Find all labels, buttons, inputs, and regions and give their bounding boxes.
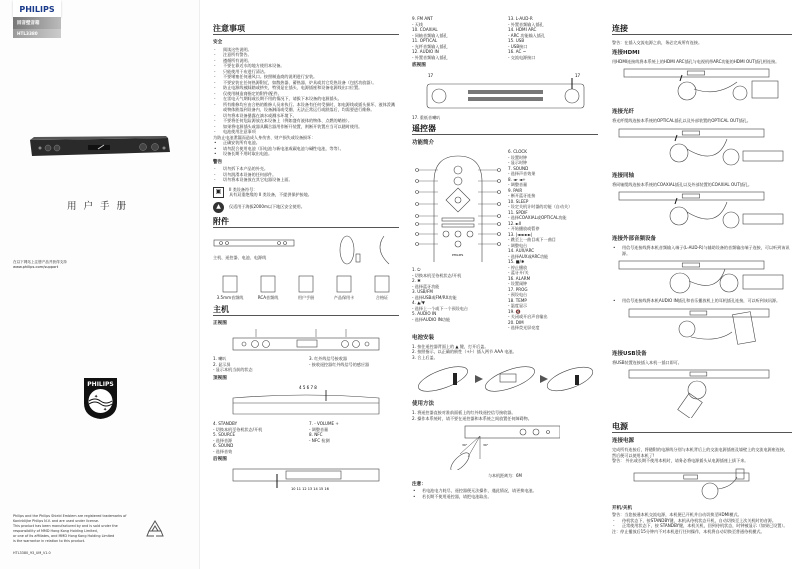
list-line: 13. L-AUD-R [508,16,533,21]
dash-list-item: - 不要安装在任何热源附近，如散热器、蓄热器、炉具或其它发热设备（包括功放器）。 [213,80,399,86]
list-line: - 显示本机当前的状态 [213,367,253,372]
manual-title: 用户手册 [66,201,133,212]
list-line: - 显示时钟 [508,160,528,165]
list-right [309,421,399,454]
list-line: - 断开蓝牙连接 [508,193,536,198]
list-line: - 设置时钟 [508,154,528,160]
paragraph: 完成所有连接后，将随附的电源线分别与本机背后上的交流电源插座及墙壁上的交流电源座连接，然后便可以使用本机了! [612,447,789,458]
dash-list-item: - 仅使用制造商指定的附件/配件。 [213,91,399,97]
svg-text:PHILIPS: PHILIPS [87,381,114,388]
remote-left-list [412,267,504,322]
accessory-label: RCA音频线 [257,295,279,300]
remote-function-list [412,149,598,331]
list-line: - 选择AUX或ARC功能 [508,253,549,259]
section-heading: 电源 [612,422,792,433]
sub-heading: 开机/关机 [612,505,633,511]
list-line: 13. |◄◄ ►►| [508,231,533,237]
dash-list-item: - 注意所有警告。 [213,52,399,58]
section-heading: 连接 [612,24,792,35]
list-line: - USB接口 [508,43,528,49]
accessory-icon [295,274,317,294]
svg-text:30°: 30° [462,443,468,447]
paragraph: 1. 将遥控器直接对准前面板上的红外线遥控信号接收器。 [412,410,516,415]
philips-shield-logo [83,377,118,420]
list-line: - 选择AUDIO IN功能 [412,316,451,322]
list-line: - 设置闹钟 [508,281,528,286]
cover-page [0,0,200,569]
paragraph: 3. 合上后盖。 [412,354,438,360]
svg-text:17: 17 [574,72,580,78]
list-line: 3. USB/FM [412,289,433,294]
list-line: - 关闭或开启声音输出 [508,314,548,319]
list-line: - 选择蓝牙功能 [412,283,440,289]
main-unit-group [213,239,295,260]
accessory-label: 合格证 [375,295,389,300]
list-line: 20. DIM [508,319,524,325]
list-line: 具有双重绝缘的 II 类设备，不提供保护接地。 [229,192,312,197]
figure-caption: 与本机距离为：6M [488,473,522,478]
list-line: - 交流电源接口 [508,54,536,60]
list-line: - 跳至上一曲目或下一曲目 [508,237,556,242]
two-column-list [213,421,399,454]
list-line: - 切换本机至待机状态/开机 [213,426,263,432]
list-line: 5. AUDIO IN [412,311,437,316]
accessory-item [365,274,399,301]
symbol-text [229,187,312,198]
legal-line: Philips and the Philips Shield Emblem are registered trademarks of [13,514,127,518]
sub-heading: 后视图 [213,457,227,462]
dash-list-item: - 切勿润滑本设备的任何部件。 [213,172,399,178]
dash-list-item: - 遵循所有说明。 [213,58,399,64]
bullet-list-item: • 用信号连接线将本机AUDIO IN插孔和音乐播放机上的耳机插孔连接，可以听到该讯源。 [612,298,792,304]
dash-list-item: - 如果将电源插头或器具耦合器用作断开装置，则断开装置应当可以随时使用。 [213,124,399,130]
list-line: 14. HDMI ARC [508,27,537,32]
list-line: 15. USB [508,38,525,43]
list-line: 仅适用于海拔2000m以下地区安全使用。 [229,204,305,210]
dash-list-item: - 在雷电天气期间或长期不用的情况下，请拔下本设备的电源插头。 [213,96,399,102]
list-line: 1. 喇叭 [213,356,227,361]
paragraph: 将USB装置连接插入本机一插口即可。 [612,359,682,365]
list-line: 6. SOUND [213,443,234,448]
list-line: - 接收遥控器红外线信号的感应器 [309,361,370,367]
bullet-list-item: • 若电池电力耗尽，遥控器便无法操作，遇此情况，请更换电池。 [412,488,598,494]
legal-line: is the warrantor in relation to this product. [13,538,86,543]
register-info [13,260,67,270]
sub-heading: 注意： [412,481,426,487]
list-line: 7. - VOLUME + [309,421,339,426]
remote-and-cable-icon [329,234,399,266]
remote-right-list [508,149,598,331]
safety-accessories-column [213,20,399,495]
list-line: - 停止播放 [508,264,528,270]
two-column-list [412,16,598,60]
list-line: 2. ✱ [412,278,421,283]
list-line: 18. TEMP [508,297,527,303]
bar-front-diagram [231,329,381,353]
paragraph: 警告： 外出或长期不使用本机时，请务必将电源插头从电源插座上拔下来。 [612,458,749,463]
class-ii-icon: ▣ [213,187,224,198]
dash-list-item: - 切勿将本设备放在其它电器设备上面。 [213,177,399,183]
list-line: - 外置音频输入插孔 [412,54,448,60]
list-line: 9. PAIR [508,187,523,193]
bullet-list-item: • 若长期不使用遥控器，请把电池取出。 [412,494,598,500]
battery-diagram [415,363,595,397]
list-left [213,421,303,454]
brand-badge [13,0,61,38]
legal-line: This product has been manufactured by and is sold under the [13,523,118,528]
bar-bottom-diagram [423,72,588,112]
paragraph: 注：停止播放后15分钟内不对本机进行任何操作，本机将自动切换至普通待机模式。 [612,528,765,534]
list-line: 15. ■/✱ [508,259,525,264]
model-number: HTL3380 [13,29,61,38]
svg-text:4 5 6 7 8: 4 5 6 7 8 [299,385,317,390]
list-line: 7. SOUND [508,165,529,171]
dash-list-item: - 切勿将本设备暴露在滴水或溅水环境下。 [213,113,399,119]
symbol-note [213,187,399,198]
svg-text:17: 17 [427,72,433,78]
dash-list-item: - 电池使用注意事项 [213,129,399,135]
ir-diagram [450,424,560,470]
list-line: 16. AC ~ [508,49,527,54]
soundbar-image [28,134,173,164]
conn-usb-diagram [627,368,777,418]
recycle-icon [145,519,165,539]
sub-heading: 连接USB设备 [612,350,647,357]
support-url[interactable]: www.philips.com/support [13,264,59,269]
main-unit-icon [213,239,295,247]
list-line: - 选择声音效果 [508,171,536,176]
paragraph: 17. 重低音喇叭 [412,114,441,120]
list-line: 12. ►II [508,220,522,226]
legal-line: or one of its affiliates, and MMD Hong Kong Holding Limited [13,533,115,538]
list-line: - 选择音效 [213,448,233,454]
list-line: 8. ◄- ◄+ [508,176,526,182]
list-line: - 预设电台 [508,292,528,297]
dash-list-item: - 不要在靠近水的地方使用本设备。 [213,63,399,69]
paragraph: 将同轴缆线连接本系统的COAXIAL插孔以及外部装置的COAXIAL OUT插孔。 [612,181,752,187]
sub-heading: 连接外部音频设备 [612,236,657,242]
list-line: - 光纤音频输入插孔 [412,43,448,49]
svg-text:30°: 30° [483,443,489,447]
accessory-label: 3.5mm音频线 [216,295,244,300]
bullet-list-item: • 正确安装所有电池。 [213,140,399,146]
conn-phone-diagram [627,307,777,347]
list-line: 17. PROG [508,286,528,292]
list-line: - 蓝牙开/关 [508,270,529,275]
paragraph: 将光纤缆线连接本系统的OPTICAL插孔以及外部装置的OPTICAL OUT插孔。 [612,118,751,123]
list-line: - 调整电台 [508,242,528,248]
list-line: - 选择COAXIAL或OPTICAL功能 [508,215,567,220]
list-line: 11. OPTICAL [412,38,438,43]
list-line: 4. ▲/▼ [412,300,425,305]
paragraph: 警告：当您接通本机交流电源，本机便已开机并自动切换至HDMI模式。 [612,512,742,517]
list-line: - ARC 功能输入插孔 [508,32,545,38]
bullet-list-item: • 请勿混合使用电池（旧电池与新电池或碳电池与碱性电池，等等）。 [213,146,399,152]
altitude-icon: ▲ [213,202,224,213]
legal-notice [13,514,138,543]
list-line: - 调整音量 [508,182,528,187]
sub-heading: 连接同轴 [612,172,635,179]
list-line: 6. CLOCK [508,149,527,154]
list-line: 12. AUDIO IN [412,49,439,54]
sub-heading: 连接HDMI [612,49,640,56]
dash-list-item: - 正常使用状态下，按 STANDBY键，本机关机，回到待机状态，时钟被显示（如果已设置）。 [612,523,792,529]
bullet-list-item: • 用信号连接线将本机音频输入端子(L-AUD-R)与辅助设备的音频输出端子连接，可以听到该讯源。 [612,245,792,256]
conn-dvd-diagram [617,190,787,232]
list-line: II 类设备符号： [229,186,258,192]
list-left [412,16,502,60]
bullet-list-item: • 设备长期不用时取出电池。 [213,151,399,157]
connection-power-column [612,20,792,534]
accessory-item [251,274,285,301]
sub-heading: 警告 [213,159,223,165]
list-line: 11. SPDIF [508,209,528,215]
list-line: 5. SOURCE [213,432,236,437]
accessory-label: 产品保用卡 [333,295,355,300]
paragraph: 2. 按照指示，以正确的极性（+/-）插入两节 AAA 电池。 [412,349,517,354]
sub-heading: 连接光纤 [612,109,635,115]
dash-list-item: - 只能使用干布进行清洁。 [213,69,399,75]
conn-power-diagram [632,467,772,503]
symbol-note [213,202,399,213]
list-line: - 温度显示 [508,303,528,308]
sub-heading: 安全 [213,40,223,45]
list-line: 2. 显示屏 [213,361,231,367]
list-line: 9. FM ANT [412,16,433,21]
list-line: - 选择荧光屏亮度 [508,325,540,330]
accessory-icon [219,274,241,294]
list-line: 3. 红外线信号接收器 [309,356,347,361]
accessory-icon [333,274,355,294]
paragraph: 警告：在插入交流电源之前，务必完成所有连接。 [612,40,703,45]
dash-list-item: - 防止电源线被踩踏或挤夹，特别是在插头、电源插座和设备电源线出口位置。 [213,85,399,91]
section-heading: 遥控器 [412,124,598,135]
list-line: - 切换本机至待机状态/开机 [412,272,462,278]
list-line: 1. ⏻ [412,267,421,272]
dash-list-item: - 待机状态下，按STANDBY键，本机从待机状态开机，自动切换至上次关机时的音源。 [612,518,792,524]
list-line: - 调整音量 [309,426,329,432]
list-line: - 天线 [412,21,423,27]
list-right [508,16,598,60]
document-code: HTL3380_93_UM_V1.0 [13,551,51,555]
dash-list-item: - 切勿拆下本产品的外壳。 [213,166,399,172]
list-line: - 选择音源 [213,437,233,443]
list-line: - 选择上一个或下一个预设电台 [412,305,468,311]
accessories-main [213,234,399,266]
bar-rear-diagram [231,466,381,492]
product-name: 回音壁音箱 [13,17,61,29]
remote-control-diagram [412,152,504,264]
paragraph: 2. 操作本系统时，请不要在遥控器和本系统之间放置任何障碍物。 [412,415,532,421]
accessory-label: 主机、遥控器、电池、电源线 [213,254,267,260]
conn-tv-diagram [622,67,782,105]
sub-heading: 顶视图 [213,375,227,381]
list-line: 4. STANDBY [213,421,238,426]
paragraph: 为防止电池泄漏而造成人身伤害、财产损失或设备损坏： [213,134,316,140]
conn-dvd-diagram [617,127,787,169]
accessory-icon [371,274,393,294]
sub-heading: 连接电源 [612,438,635,444]
accessory-item [213,274,247,301]
list-line: - 外置音频输入插孔 [508,21,544,27]
paragraph: 用HDMI连接线将本系统上的HDMI ARC插孔与电视机带ARC功能的HDMI OUT插孔相连接。 [612,58,780,64]
list-line: - 同轴音频输入插孔 [412,32,448,38]
list-line: - NFC 检测 [309,437,330,443]
sub-heading: 电池安装 [412,334,435,341]
section-heading: 主机 [213,305,399,316]
symbol-text [229,204,305,210]
accessory-label: 用户手册 [297,295,315,300]
sub-heading: 正视图 [213,320,227,326]
svg-text:✦: ✦ [94,394,99,400]
accessory-icon [257,274,279,294]
accessory-item [289,274,323,301]
legal-line: responsibility of MMD Hong Kong Holding Limited, [13,528,98,533]
section-heading: 注意事项 [213,24,399,35]
accessory-item [327,274,361,301]
list-line: - 设定关机计时器的功能（自动关） [508,204,573,209]
list-line: - 开始播放或暂停 [508,226,540,231]
sub-heading: 底视图 [412,63,426,68]
paragraph: 1. 按住遥控器背面上的 ▲ 键，打开后盖。 [412,343,489,349]
two-column-list [213,356,399,373]
svg-text:✦: ✦ [103,407,108,413]
list-line: 16. ALARM [508,275,531,281]
remote-left [412,149,504,331]
bar-top-diagram [231,384,381,418]
accessories-list [213,274,399,301]
legal-line: Koninklijke Philips N.V. and are used under license. [13,518,100,523]
list-right [309,356,399,373]
svg-text:10 11 12 13 14 15 16: 10 11 12 13 14 15 16 [291,486,329,491]
list-line: 10. SLEEP [508,198,529,204]
dash-list-item: - 不要将任何危险源放在本设备上（例如盛有液体的物体、点燃的蜡烛）。 [213,118,399,124]
sub-heading: 使用方法 [412,401,435,407]
section-heading: 附件 [213,217,399,228]
list-left [213,356,303,373]
register-line: 在以下网站上注册产品并获得支持 [13,260,67,264]
dash-list-item: - 阅读这些说明。 [213,47,399,53]
list-line: 8. NFC [309,432,323,437]
list-line: - 选择USB或FM/RX功能 [412,294,457,300]
philips-logo: PHILIPS [13,0,61,17]
svg-text:PHILIPS: PHILIPS [452,253,464,257]
sub-heading: 功能简介 [412,140,435,146]
list-line: 14. AUX/ARC [508,248,535,253]
list-line: 10. COAXIAL [412,27,438,32]
list-line: 19. 🔇 [508,308,521,314]
remote-column [412,14,598,499]
conn-amp-diagram [617,259,787,295]
dash-list-item: - 不要堵塞任何通风口。按照制造商的说明进行安装。 [213,74,399,80]
dash-list-item: - 所有维修均应由合格的维修人员来执行。本设备有任何受损时，如电源线或插头损坏、液体泼溅或物体跌落到设备内、设备淋雨或受潮、无法正常运行或跌落后，均需要进行维修。 [213,102,399,113]
